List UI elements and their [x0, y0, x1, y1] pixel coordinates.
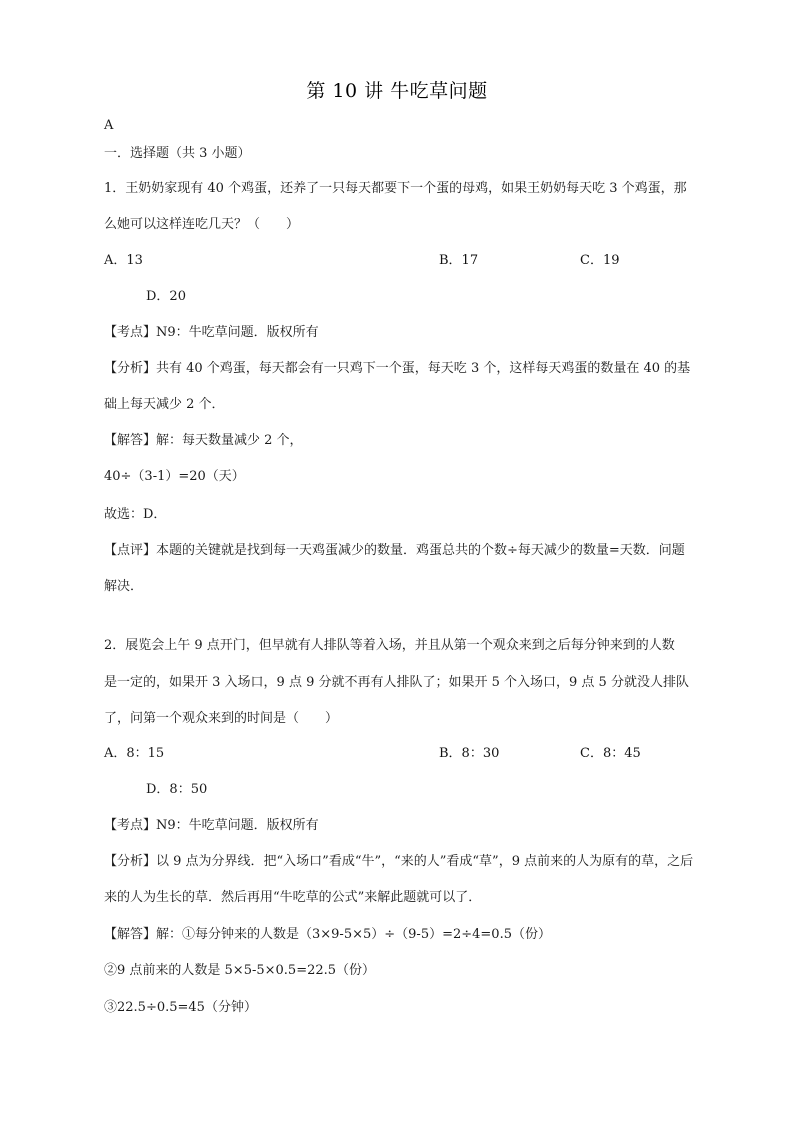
q2-kaodian: 【考点】N9：牛吃草问题．版权所有 [104, 818, 319, 833]
page-title: 第 10 讲 牛吃草问题 [306, 80, 488, 102]
q1-fenxi-line2: 础上每天减少 2 个． [104, 397, 225, 412]
q1-kaodian: 【考点】N9：牛吃草问题．版权所有 [104, 325, 319, 340]
q1-option-d: D．20 [146, 289, 186, 304]
q2-option-b: B．8：30 [439, 746, 500, 761]
q1-fenxi-line1: 【分析】共有 40 个鸡蛋，每天都会有一只鸡下一个蛋，每天吃 3 个，这样每天鸡蛋的数量在 40 的基 [104, 361, 691, 376]
q1-jieda-line2: 40÷（3-1）=20（天） [104, 469, 245, 484]
q2-jieda-line1: 【解答】解：①每分钟来的人数是（3×9-5×5）÷（9-5）=2÷4=0.5（份） [104, 927, 551, 942]
q2-option-a: A．8：15 [104, 746, 165, 761]
section-heading: 一．选择题（共 3 小题） [104, 146, 251, 161]
q2-option-c: C．8：45 [580, 746, 641, 761]
q1-jieda-line1: 【解答】解：每天数量减少 2 个， [104, 433, 303, 448]
q1-option-b: B．17 [439, 253, 479, 268]
q1-dianping-line2: 解决． [104, 579, 144, 594]
q1-stem-line2: 么她可以这样连吃几天？（ ） [104, 217, 300, 232]
q1-stem-line1: 1．王奶奶家现有 40 个鸡蛋，还养了一只每天都要下一个蛋的母鸡，如果王奶奶每天吃 3 个鸡蛋，那 [104, 181, 687, 196]
q2-jieda-line3: ③22.5÷0.5=45（分钟） [104, 1000, 257, 1015]
level-label: A [104, 118, 114, 133]
q2-fenxi-line1: 【分析】以 9 点为分界线．把“入场口”看成“牛”，“来的人”看成“草”，9 点前来的人为原有的草，之后 [104, 854, 694, 869]
q1-option-a: A．13 [104, 253, 143, 268]
q2-fenxi-line2: 来的人为生长的草．然后再用“牛吃草的公式”来解此题就可以了． [104, 890, 482, 905]
q1-jieda-line3: 故选：D． [104, 507, 167, 522]
q2-stem-line1: 2．展览会上午 9 点开门，但早就有人排队等着入场，并且从第一个观众来到之后每分钟来到的人数 [104, 638, 675, 653]
q2-jieda-line2: ②9 点前来的人数是 5×5-5×0.5=22.5（份） [104, 963, 376, 978]
q2-option-d: D．8：50 [146, 782, 208, 797]
q2-stem-line3: 了，问第一个观众来到的时间是（ ） [104, 711, 339, 726]
q1-option-c: C．19 [580, 253, 620, 268]
q1-dianping-line1: 【点评】本题的关键就是找到每一天鸡蛋减少的数量．鸡蛋总共的个数÷每天减少的数量=天数．问题 [104, 543, 685, 558]
q2-stem-line2: 是一定的，如果开 3 入场口，9 点 9 分就不再有人排队了；如果开 5 个入场口，9 点 5 分就没人排队 [104, 675, 689, 690]
